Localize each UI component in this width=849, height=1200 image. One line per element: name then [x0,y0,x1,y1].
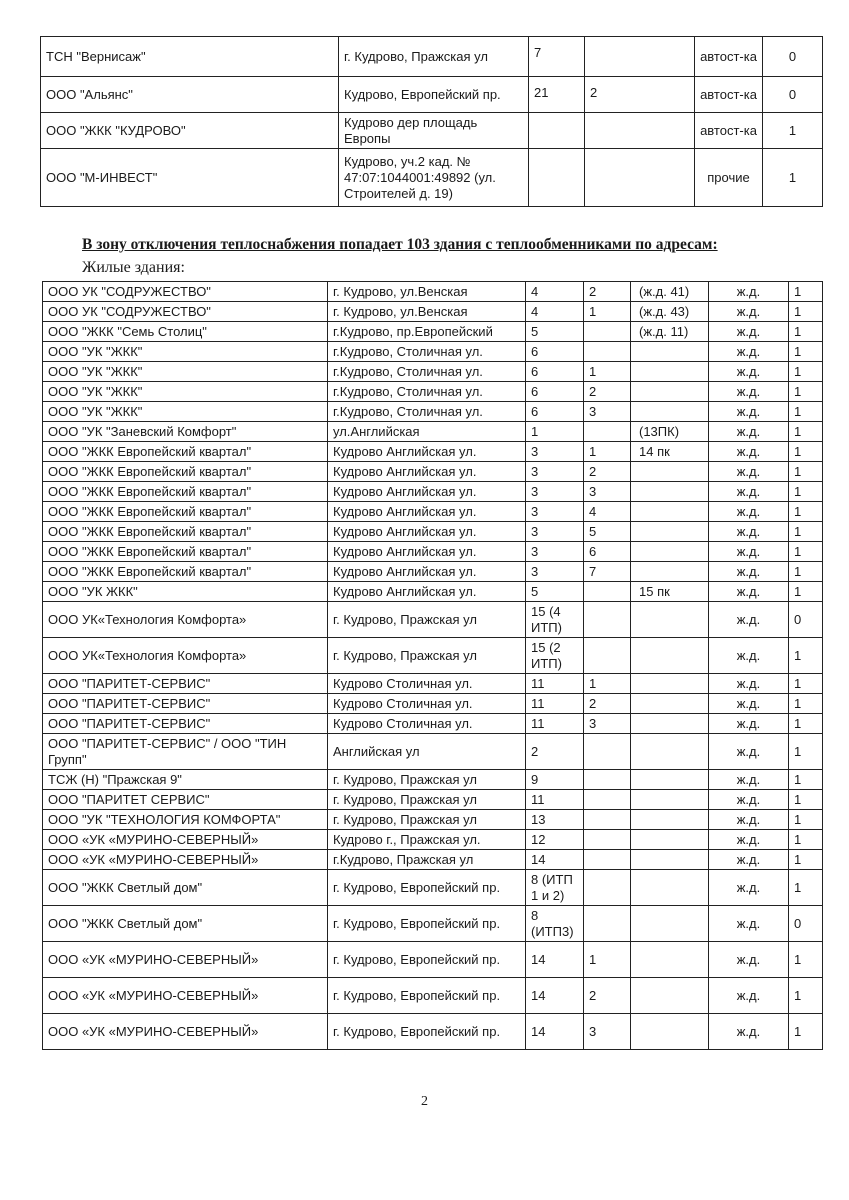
main-table-cell: ООО "УК "ТЕХНОЛОГИЯ КОМФОРТА" [43,810,328,830]
main-table-cell: 2 [584,462,631,482]
main-table-cell: 3 [526,442,584,462]
main-table-cell: ООО "УК "Заневский Комфорт" [43,422,328,442]
main-table-cell [631,522,709,542]
main-table-cell: 6 [526,382,584,402]
main-table-cell [631,734,709,770]
top-table-cell [529,149,585,207]
main-table [42,281,823,1050]
main-table-cell: 11 [526,694,584,714]
main-table-cell: 1 [789,542,823,562]
main-table-cell: 2 [584,382,631,402]
main-table-cell [631,342,709,362]
main-table-cell: 3 [584,714,631,734]
main-table-row [43,942,823,978]
main-table-cell: 15 (2 ИТП) [526,638,584,674]
top-table-cell: прочие [695,149,763,207]
main-table-cell: 5 [526,322,584,342]
main-table-cell: ж.д. [709,562,789,582]
main-table-cell: ж.д. [709,302,789,322]
main-table-cell: (ж.д. 11) [631,322,709,342]
main-table-cell [631,770,709,790]
top-table-cell: г. Кудрово, Пражская ул [339,37,529,77]
main-table-cell: ж.д. [709,462,789,482]
main-table-row [43,638,823,674]
main-table-cell: ж.д. [709,694,789,714]
top-table-cell: автост-ка [695,37,763,77]
main-table-cell [584,850,631,870]
main-table-cell: ООО "ЖКК Светлый дом" [43,870,328,906]
main-table-cell: 5 [584,522,631,542]
main-table-row [43,790,823,810]
main-table-cell: ж.д. [709,322,789,342]
main-table-cell: 6 [526,362,584,382]
main-table-cell: г. Кудрово, Пражская ул [328,770,526,790]
main-table-cell: ж.д. [709,502,789,522]
main-table-cell: 15 (4 ИТП) [526,602,584,638]
top-table-cell [585,113,695,149]
main-table-cell: 14 пк [631,442,709,462]
main-table-cell [584,602,631,638]
top-table-cell: Кудрово, уч.2 кад. № 47:07:1044001:49892 (ул. Строителей д. 19) [339,149,529,207]
main-table-cell: г.Кудрово, Столичная ул. [328,342,526,362]
top-table-cell: автост-ка [695,77,763,113]
main-table-cell: 1 [789,502,823,522]
main-table-cell: ООО "ЖКК Европейский квартал" [43,522,328,542]
main-table-cell [584,770,631,790]
main-table-cell: 1 [789,1014,823,1050]
main-table-cell: г.Кудрово, Пражская ул [328,850,526,870]
main-table-cell: 3 [584,482,631,502]
main-table-cell: ООО "ЖКК Европейский квартал" [43,502,328,522]
main-table-cell: 12 [526,830,584,850]
main-table-row [43,850,823,870]
main-table-cell: 1 [789,582,823,602]
main-table-cell: 1 [584,362,631,382]
main-table-cell: 9 [526,770,584,790]
main-table-cell: 1 [789,442,823,462]
main-table-cell: г. Кудрово, Европейский пр. [328,906,526,942]
main-table-cell: г. Кудрово, Европейский пр. [328,942,526,978]
main-table-row [43,602,823,638]
main-table-cell: 1 [789,850,823,870]
main-table-cell: ж.д. [709,734,789,770]
top-table [40,36,823,207]
main-table-cell: 0 [789,602,823,638]
main-table-row [43,674,823,694]
main-table-row [43,694,823,714]
main-table-cell: ж.д. [709,522,789,542]
top-table-cell: ТСН "Вернисаж" [41,37,339,77]
main-table-cell: ж.д. [709,422,789,442]
main-table-cell: ж.д. [709,482,789,502]
top-table-cell: 21 [529,77,585,113]
main-table-cell: 6 [526,402,584,422]
main-table-cell: 1 [584,442,631,462]
main-table-cell: Кудрово Английская ул. [328,582,526,602]
main-table-cell: 4 [526,282,584,302]
main-table-cell: 15 пк [631,582,709,602]
main-table-cell: ж.д. [709,850,789,870]
main-table-cell: 14 [526,850,584,870]
main-table-cell: ж.д. [709,442,789,462]
main-table-cell: 1 [789,362,823,382]
main-table-cell [631,542,709,562]
main-table-cell: 3 [526,482,584,502]
top-table-cell [585,149,695,207]
main-table-cell: 1 [789,830,823,850]
main-table-cell: ж.д. [709,714,789,734]
main-table-cell: (ж.д. 43) [631,302,709,322]
top-table-cell [529,113,585,149]
main-table-row [43,714,823,734]
main-table-cell [631,674,709,694]
main-table-cell: ООО «УК «МУРИНО-СЕВЕРНЫЙ» [43,1014,328,1050]
main-table-cell: 4 [584,502,631,522]
main-table-row [43,482,823,502]
main-table-cell: 1 [789,790,823,810]
main-table-cell: 1 [789,342,823,362]
main-table-cell: ТСЖ (Н) "Пражская 9" [43,770,328,790]
main-table-cell: 1 [789,422,823,442]
main-table-row [43,770,823,790]
main-table-cell: 1 [789,674,823,694]
main-table-cell: ж.д. [709,790,789,810]
main-table-cell [631,502,709,522]
main-table-cell: ж.д. [709,342,789,362]
main-table-cell [631,382,709,402]
main-table-row [43,282,823,302]
main-table-cell: ООО "ПАРИТЕТ-СЕРВИС" [43,674,328,694]
main-table-cell: 3 [526,522,584,542]
main-table-cell: Кудрово Столичная ул. [328,694,526,714]
main-table-cell [631,942,709,978]
main-table-cell [631,602,709,638]
top-table-cell: 1 [763,113,823,149]
top-table-cell: ООО "М-ИНВЕСТ" [41,149,339,207]
main-table-cell: ООО "УК "ЖКК" [43,382,328,402]
main-table-cell: ООО "ПАРИТЕТ-СЕРВИС" / ООО "ТИН Групп" [43,734,328,770]
top-table-cell: 1 [763,149,823,207]
main-table-cell: 1 [789,870,823,906]
main-table-row [43,462,823,482]
main-table-cell: 1 [789,482,823,502]
main-table-cell: ООО «УК «МУРИНО-СЕВЕРНЫЙ» [43,830,328,850]
main-table-cell: 1 [789,694,823,714]
main-table-cell: ООО УК«Технология Комфорта» [43,638,328,674]
main-table-cell: ж.д. [709,906,789,942]
main-table-cell: 0 [789,906,823,942]
main-table-cell: 5 [526,582,584,602]
main-table-row [43,382,823,402]
main-table-cell: ООО УК "СОДРУЖЕСТВО" [43,302,328,322]
main-table-cell: Кудрово Английская ул. [328,522,526,542]
main-table-cell [584,422,631,442]
top-table-row [41,37,823,77]
top-table-cell: 0 [763,77,823,113]
main-table-cell: 1 [789,978,823,1014]
main-table-cell [631,694,709,714]
main-table-cell: ООО "ЖКК Светлый дом" [43,906,328,942]
main-table-cell: 8 (ИТП3) [526,906,584,942]
main-table-row [43,830,823,850]
main-table-cell: г.Кудрово, Столичная ул. [328,402,526,422]
main-table-cell [631,906,709,942]
main-table-cell: 1 [789,562,823,582]
main-table-row [43,810,823,830]
main-table-cell [631,850,709,870]
main-table-cell: 14 [526,942,584,978]
main-table-cell: 1 [789,382,823,402]
main-table-row [43,870,823,906]
main-table-cell [631,362,709,382]
main-table-cell: 6 [526,342,584,362]
main-table-cell: 1 [789,522,823,542]
main-table-cell: ж.д. [709,942,789,978]
main-table-cell: ООО "ПАРИТЕТ СЕРВИС" [43,790,328,810]
main-table-cell: г. Кудрово, Пражская ул [328,602,526,638]
top-table-cell: Кудрово, Европейский пр. [339,77,529,113]
main-table-row [43,502,823,522]
main-table-cell: ж.д. [709,810,789,830]
top-table-cell [585,37,695,77]
main-table-cell [584,342,631,362]
main-table-row [43,442,823,462]
main-table-cell: 3 [584,402,631,422]
main-table-cell: 13 [526,810,584,830]
main-table-cell: 14 [526,978,584,1014]
main-table-cell: 1 [789,302,823,322]
top-table-cell: ООО "ЖКК "КУДРОВО" [41,113,339,149]
main-table-cell [631,790,709,810]
main-table-cell [631,870,709,906]
main-table-cell: г. Кудрово, Пражская ул [328,810,526,830]
main-table-cell [631,562,709,582]
main-table-cell: г. Кудрово, ул.Венская [328,282,526,302]
main-table-cell [584,906,631,942]
main-table-cell: Кудрово Английская ул. [328,462,526,482]
main-table-cell: 1 [789,638,823,674]
main-table-row [43,342,823,362]
main-table-cell: 11 [526,714,584,734]
main-table-cell: ООО "ЖКК Европейский квартал" [43,442,328,462]
main-table-cell: 4 [526,302,584,322]
main-table-cell: ж.д. [709,770,789,790]
top-table-cell: 7 [529,37,585,77]
main-table-cell: 1 [789,942,823,978]
main-table-cell: (ж.д. 41) [631,282,709,302]
main-table-cell: (13ПК) [631,422,709,442]
main-table-cell: ж.д. [709,582,789,602]
main-table-cell: г. Кудрово, Европейский пр. [328,870,526,906]
main-table-cell: Кудрово Английская ул. [328,562,526,582]
main-table-cell: г. Кудрово, ул.Венская [328,302,526,322]
main-table-row [43,734,823,770]
main-table-cell: ж.д. [709,282,789,302]
main-table-cell: 7 [584,562,631,582]
main-table-row [43,1014,823,1050]
main-table-cell: ж.д. [709,978,789,1014]
main-table-cell: 1 [584,674,631,694]
main-table-cell: ООО "УК "ЖКК" [43,402,328,422]
main-table-cell: 11 [526,674,584,694]
main-table-cell: ООО "УК ЖКК" [43,582,328,602]
main-table-cell: ул.Английская [328,422,526,442]
main-table-cell: г. Кудрово, Европейский пр. [328,1014,526,1050]
main-table-cell [631,810,709,830]
top-table-cell: Кудрово дер площадь Европы [339,113,529,149]
main-table-cell: 3 [526,562,584,582]
main-table-cell: 1 [526,422,584,442]
main-table-cell: 1 [789,734,823,770]
main-table-cell: ж.д. [709,870,789,906]
main-table-cell: ж.д. [709,602,789,638]
main-table-cell [584,790,631,810]
main-table-cell [631,402,709,422]
main-table-cell: 2 [584,694,631,714]
main-table-cell [631,482,709,502]
main-table-cell: ж.д. [709,542,789,562]
main-table-row [43,302,823,322]
main-table-cell: г. Кудрово, Пражская ул [328,638,526,674]
main-table-cell: 1 [789,282,823,302]
main-table-row [43,422,823,442]
main-table-cell: ООО «УК «МУРИНО-СЕВЕРНЫЙ» [43,942,328,978]
main-table-cell: 3 [526,542,584,562]
main-table-cell: г. Кудрово, Европейский пр. [328,978,526,1014]
page-number: 2 [421,1094,428,1109]
main-table-cell: ООО "ЖКК Европейский квартал" [43,462,328,482]
main-table-cell: 6 [584,542,631,562]
main-table-cell [631,830,709,850]
main-table-cell: 1 [789,402,823,422]
main-table-row [43,562,823,582]
main-table-cell: Английская ул [328,734,526,770]
top-table-cell: ООО "Альянс" [41,77,339,113]
main-table-cell: Кудрово г., Пражская ул. [328,830,526,850]
main-table-cell: ООО «УК «МУРИНО-СЕВЕРНЫЙ» [43,978,328,1014]
main-table-cell [584,322,631,342]
main-table-cell: 2 [526,734,584,770]
main-table-cell: ж.д. [709,362,789,382]
main-table-cell: 1 [789,462,823,482]
main-table-cell [631,714,709,734]
main-table-cell: г.Кудрово, пр.Европейский [328,322,526,342]
main-table-cell: 1 [789,322,823,342]
main-table-cell: Кудрово Столичная ул. [328,714,526,734]
main-table-cell: 1 [789,714,823,734]
main-table-cell: г. Кудрово, Пражская ул [328,790,526,810]
main-table-cell: Кудрово Английская ул. [328,482,526,502]
main-table-cell: ООО УК "СОДРУЖЕСТВО" [43,282,328,302]
main-table-cell: ж.д. [709,830,789,850]
main-table-cell: ООО "ПАРИТЕТ-СЕРВИС" [43,694,328,714]
main-table-cell: ООО "ПАРИТЕТ-СЕРВИС" [43,714,328,734]
main-table-cell [631,462,709,482]
main-table-cell: 1 [789,810,823,830]
top-table-cell: 0 [763,37,823,77]
main-table-cell: ж.д. [709,674,789,694]
main-table-row [43,978,823,1014]
main-table-row [43,582,823,602]
main-table-cell: ООО "ЖКК Европейский квартал" [43,482,328,502]
main-table-cell: 1 [584,942,631,978]
top-table-row [41,77,823,113]
main-table-cell: ООО "ЖКК Европейский квартал" [43,562,328,582]
main-table-row [43,906,823,942]
main-table-row [43,402,823,422]
main-table-cell [584,582,631,602]
main-table-cell: 2 [584,282,631,302]
main-table-row [43,322,823,342]
main-table-cell: 8 (ИТП 1 и 2) [526,870,584,906]
main-table-cell [584,810,631,830]
top-table-cell: 2 [585,77,695,113]
main-table-cell: ж.д. [709,638,789,674]
main-table-row [43,542,823,562]
main-table-cell: ООО «УК «МУРИНО-СЕВЕРНЫЙ» [43,850,328,870]
section-heading: В зону отключения теплоснабжения попадает 103 здания с теплообменниками по адресам: [82,236,718,253]
main-table-cell: г.Кудрово, Столичная ул. [328,382,526,402]
main-table-cell: 1 [789,770,823,790]
main-table-cell: ж.д. [709,1014,789,1050]
main-table-cell: ж.д. [709,382,789,402]
main-table-cell: ж.д. [709,402,789,422]
top-table-row [41,113,823,149]
main-table-cell: 14 [526,1014,584,1050]
main-table-cell: 11 [526,790,584,810]
main-table-cell: Кудрово Английская ул. [328,502,526,522]
main-table-cell: 3 [526,462,584,482]
main-table-cell: ООО "УК "ЖКК" [43,362,328,382]
main-table-row [43,522,823,542]
main-table-cell [584,870,631,906]
main-table-cell: 2 [584,978,631,1014]
main-table-cell: ООО УК«Технология Комфорта» [43,602,328,638]
top-table-row [41,149,823,207]
main-table-cell [584,830,631,850]
main-table-cell: ООО "УК "ЖКК" [43,342,328,362]
main-table-cell [584,734,631,770]
main-table-cell [584,638,631,674]
main-table-row [43,362,823,382]
main-table-cell: 3 [584,1014,631,1050]
section-subheading: Жилые здания: [82,259,185,276]
main-table-cell: ООО "ЖКК "Семь Столиц" [43,322,328,342]
main-table-cell: Кудрово Столичная ул. [328,674,526,694]
main-table-cell: Кудрово Английская ул. [328,442,526,462]
main-table-cell: Кудрово Английская ул. [328,542,526,562]
main-table-cell [631,978,709,1014]
top-table-cell: автост-ка [695,113,763,149]
main-table-cell [631,1014,709,1050]
main-table-cell: г.Кудрово, Столичная ул. [328,362,526,382]
main-table-cell [631,638,709,674]
main-table-cell: 3 [526,502,584,522]
main-table-cell: 1 [584,302,631,322]
main-table-cell: ООО "ЖКК Европейский квартал" [43,542,328,562]
